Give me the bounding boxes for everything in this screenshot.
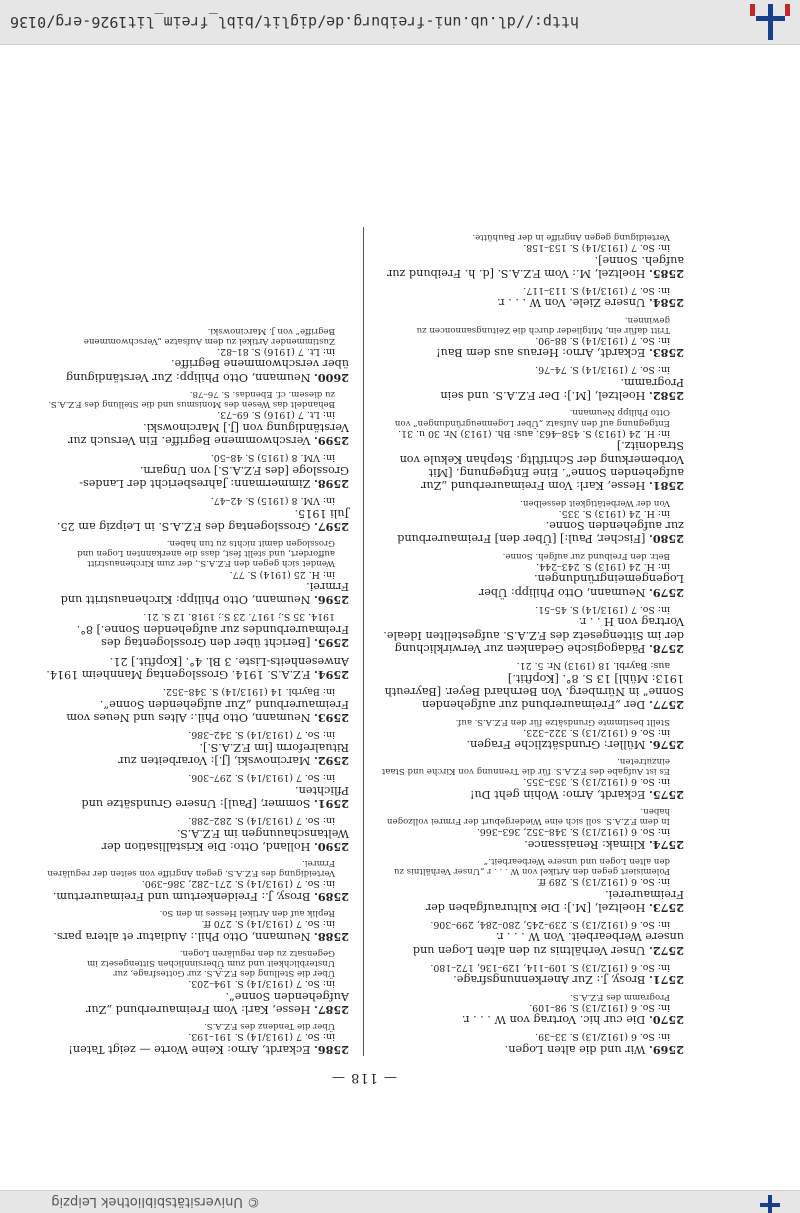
entry-title: [Fischer, Paul:] [Über den] Freimaurerbund zur aufgehenden Sonne. [397, 519, 684, 546]
entry-note: Wendet sich gegen den F.Z.A.S., der zum Kirchenaustritt auffordert, und stellt fest, dass die anerkannten Logen und Grosslogen damit nichts zu tun haben. [77, 538, 335, 569]
entry-number: 2573. [648, 900, 684, 915]
entry-title: Der „Freimaurerbund zur aufgehenden Sonne“ in Nürnberg. Von Bernhard Beyer. [Bayreuth 1913: Mühl] 13 S. 8°. [Kopftit.] [384, 671, 684, 712]
entry-source: in: So. 6 (1912/13) S. 289 ff. [536, 876, 670, 888]
bibliography-entry [44, 326, 349, 384]
library-logo-icon [748, 2, 792, 42]
entry-title: [Bericht über den Grosslogentag des Freimaurerbundes zur aufgehenden Sonne.] 8°. [76, 622, 349, 650]
bibliography-entry [44, 858, 349, 903]
left-column [379, 227, 684, 1056]
library-banner-bottom [0, 1190, 800, 1213]
entry-note: Von der Werbetätigkeit desselben. [520, 497, 670, 508]
entry-number: 2571. [648, 973, 684, 988]
entry-note: Entgegnung auf den Aufsatz „Über Logenneugründungen“ von Otto Philipp Neumann. [394, 407, 670, 428]
entry-number: 2577. [648, 698, 684, 713]
entry-title: Marcinowski, [J.]: Vorarbeiten zur Ritualreform [im F.Z.A.S.]. [118, 740, 349, 768]
entry-heading [379, 671, 684, 711]
entry-note: Polemisiert gegen den Artikel von W . . . r „Unser Verhältnis zu den alten Logen und unsere Werbearbeit.“ [393, 855, 670, 876]
entry-source: in: Bayrbl. 14 (1913/14) S. 348–352. [162, 686, 335, 698]
entry-note: Behandelt das Wesen des Monismus und die Stellung des F.Z.A.S. zu diesem. cf. Ebendas. S. 76–78. [48, 388, 335, 410]
entry-title: Unser Verhältnis zu den alten Logen und unsere Werbearbeit. Von W . . . r. [412, 930, 684, 957]
bibliography-entry [379, 551, 684, 599]
entry-title: Hoeltzel, M.: Vom F.Z.A.S. [d. h. Freibund zur aufgeh. Sonne]. [386, 253, 684, 280]
entry-heading [379, 973, 684, 986]
entry-heading [44, 783, 349, 810]
entry-number: 2579. [648, 585, 684, 600]
entry-note: Zustimmender Artikel zu dem Aufsatze „Verschwommene Begriffe“ von J. Marcinowski. [83, 325, 335, 346]
entry-number: 2592. [313, 754, 349, 769]
bibliography-entry [379, 497, 684, 545]
bibliography-entry [44, 495, 349, 533]
library-banner-top [0, 0, 800, 45]
bibliography-entry [379, 919, 684, 957]
entry-heading [379, 375, 684, 402]
bibliography-entry [379, 991, 684, 1026]
entry-note: In dem F.Z.A.S. soll sich eine Wiedergeburt der Frmrei vollzogen haben. [386, 806, 670, 827]
entry-source: in: So. 6 (1912/13) S. 33–39. [535, 1031, 670, 1043]
bibliography-entry [44, 389, 349, 447]
entry-number: 2585. [648, 266, 684, 281]
entry-note: Verteidigung gegen Angriffe in der Bauhütte. [472, 231, 670, 242]
entry-number: 2574. [648, 837, 684, 852]
entry-note: Tritt dafür ein, Mitglieder durch die Zeitungsannoncen zu gewinnen. [416, 314, 670, 335]
entry-title: Hesse, Karl: Vom Freimaurerbund „Zur aufgehenden Sonne“. Eine Entgegnung. [Mit Vorbemerkung der Schriftltg. Stephan Kekule von Stradonitz.] [399, 439, 684, 493]
entry-source: in: Lt. 7 (1916) S. 81–82. [217, 345, 335, 357]
entry-source: in: H. 24 (1913) S. 458–463. aus: Bh. (1913) Nr. 30 u. 31. [398, 427, 670, 439]
entry-source: in: VM. 8 (1915) S. 48–50. [210, 452, 335, 464]
bibliography-entry [379, 660, 684, 711]
entry-source: in: H. 24 (1913) S. 243–244. [536, 560, 670, 572]
entry-number: 2575. [648, 787, 684, 802]
entry-source: in: So. 7 (1913/14) S. 270 ff. [201, 918, 335, 930]
entry-heading [44, 357, 349, 384]
entry-heading [379, 930, 684, 957]
entry-title: Brosy, J.: Zur Anerkennungsfrage. [453, 973, 646, 987]
entry-source: in: So. 7 (1913/14) S. 271–282, 386–390. [141, 878, 335, 890]
entry-number: 2578. [648, 642, 684, 657]
bibliography-columns [44, 227, 684, 1056]
entry-heading [379, 346, 684, 359]
entry-number: 2597. [313, 520, 349, 535]
entry-number: 2582. [648, 389, 684, 404]
bibliography-entry [44, 452, 349, 490]
entry-source: 1914. 35 S.; 1917. 23 S.; 1918. 12 S. 21. [143, 611, 335, 623]
entry-source: in: So. 7 (1913/14) S. 45–51. [535, 603, 670, 615]
entry-heading [44, 623, 349, 650]
credit-bottom: © Universitätsbibliothek Leipzig [51, 1194, 260, 1210]
entry-number: 2590. [313, 840, 349, 855]
bibliography-entry [379, 756, 684, 801]
entry-note: Replik auf den Artikel Hesses in den So. [159, 908, 335, 919]
bibliography-entry [379, 364, 684, 402]
entry-number: 2584. [648, 296, 684, 311]
entry-number: 2591. [313, 797, 349, 812]
entry-number: 2588. [313, 929, 349, 944]
entry-number: 2581. [648, 479, 684, 494]
entry-title: Grosslogentag des F.Z.A.S. in Leipzig am 25. Juli 1915. [56, 506, 349, 534]
entry-title: Hoeltzel, [M.]: Der F.Z.A.S. und sein Programm. [440, 375, 684, 403]
entry-source: in: So. 6 (1912/13) S. 98–109. [529, 1001, 670, 1013]
entry-number: 2596. [313, 593, 349, 608]
entry-number: 2587. [313, 1003, 349, 1017]
entry-number: 2570. [648, 1013, 684, 1028]
entry-heading [379, 296, 684, 309]
entry-source: in: VM. 8 (1915) S. 42–47. [210, 495, 335, 507]
entry-note: Programm des F.Z.A.S. [570, 991, 670, 1002]
library-logo-small-icon [756, 1195, 784, 1213]
entry-title: Eckardt, Arno: Wohin geht Du! [469, 787, 646, 801]
bibliography-entry [379, 314, 684, 359]
bibliography-entry [379, 856, 684, 914]
bibliography-entry [44, 948, 349, 1016]
entry-title: Klimak: Renaissance. [524, 837, 646, 851]
entry-heading [379, 887, 684, 914]
entry-note: Stellt bestimmte Grundsätze für den F.Z.A.S. auf. [455, 716, 670, 727]
entry-heading [44, 1042, 349, 1055]
entry-heading [379, 615, 684, 655]
entry-number: 2580. [648, 532, 684, 547]
entry-heading [379, 738, 684, 751]
entry-heading [379, 253, 684, 280]
bibliography-entry [379, 806, 684, 851]
entry-source: aus: Bayrbl. 18 (1913) Nr. 5. 21. [516, 660, 670, 672]
entry-source: in: So. 6 (1912/13) S. 109–114, 129–136, 172–180. [430, 962, 670, 974]
entry-note: Betr. den Freibund zur aufgeh. Sonne. [502, 550, 670, 561]
entry-title: Holland, Otto: Die Kristallisation der Weltanschauungen im F.Z.A.S. [101, 826, 349, 854]
entry-number: 2598. [313, 477, 349, 492]
bibliography-entry [44, 815, 349, 853]
entry-note: Über die Tendenz des F.Z.A.S. [204, 1021, 335, 1032]
entry-heading [44, 740, 349, 767]
entry-heading [44, 580, 349, 607]
entry-number: 2600. [313, 370, 349, 385]
entry-source: in: So. 7 (1913/14) S. 74–76. [535, 364, 670, 376]
entry-heading [44, 890, 349, 903]
entry-note: Es ist Aufgabe des F.Z.A.S. für die Trennung von Kirche und Staat einzutreten. [381, 756, 670, 777]
entry-title: F.Z.A.S. 1914. Grosslogentag Mannheim 1914. Anwesenheits-Liste. 3 Bl. 4°. [Kopftit.] 21. [46, 654, 349, 682]
scanned-page [44, 70, 684, 1085]
entry-title: Neumann, Otto Philipp: Zur Verständigung über verschwommene Begriffe. [65, 357, 349, 384]
entry-source: in: H. 25 (1914) S. 77. [229, 568, 335, 580]
entry-source: in: So. 6 (1912/13) S. 353–355. [523, 776, 670, 788]
entry-number: 2569. [648, 1042, 684, 1057]
entry-title: Neumann, Otto Phil.: Altes und Neues vom Freimaurerbund „Zur aufgehenden Sonne“. [66, 697, 349, 725]
column-divider [364, 227, 365, 1056]
entry-heading [44, 463, 349, 490]
bibliography-entry [379, 716, 684, 751]
bibliography-entry [379, 232, 684, 280]
entry-source: in: So. 6 (1912/13) S. 348–352, 363–366. [476, 826, 670, 838]
entry-source: in: So. 7 (1913/14) S. 194–203. [188, 978, 335, 990]
bibliography-entry [379, 285, 684, 310]
entry-heading [379, 787, 684, 800]
entry-title: Hoeltzel, [M.]: Die Kulturaufgaben der Freimaurerei. [425, 887, 684, 914]
entry-source: in: So. 6 (1912/13) S. 239–245, 280–284, 299–306. [430, 919, 670, 931]
entry-heading [44, 654, 349, 681]
entry-title: Wir und die alten Logen. [504, 1042, 646, 1056]
entry-title: Müller: Grundsätzliche Fragen. [466, 738, 646, 752]
bibliography-entry [379, 1031, 684, 1056]
entry-number: 2586. [313, 1042, 349, 1057]
entry-source: in: So. 7 (1913/14) S. 191–193. [188, 1031, 335, 1043]
entry-source: in: H. 24 (1913) S. 335. [558, 507, 670, 519]
page-number: — 118 — [330, 1070, 398, 1085]
entry-source: in: So. 7 (1913/14) S. 88–90. [535, 334, 670, 346]
entry-title: Brosy, J.: Freidenkertum und Freimaurertum. [52, 889, 311, 903]
entry-title: Hesse, Karl: Vom Freimaurerbund „Zur Aufgehenden Sonne“. [86, 989, 349, 1016]
entry-title: Neumann, Otto Phil.: Audiatur et altera pars. [53, 929, 311, 943]
entry-heading [44, 929, 349, 942]
entry-heading [44, 697, 349, 724]
entry-heading [379, 837, 684, 850]
entry-source: in: Lt. 7 (1916) S. 69–73. [217, 409, 335, 421]
entry-note: Verteidigung des F.Z.A.S. gegen Angriffe von seiten der regulären Frmrei. [47, 858, 335, 879]
entry-title: Zimmermann: Jahresbericht der Landes-Grosslogе [des F.Z.A.S.] von Ungarn. [79, 463, 349, 491]
entry-title: Eckardt, Arno: Keine Worte — zeigt Taten! [68, 1042, 311, 1056]
bibliography-entry [44, 654, 349, 681]
entry-heading [44, 506, 349, 533]
entry-number: 2594. [313, 668, 349, 683]
bibliography-entry [44, 772, 349, 810]
entry-source: in: So. 7 (1913/14) S. 153–158. [523, 242, 670, 254]
entry-title: Pädagogische Gedanken zur Verwirklichung der im Sittengesetz des F.Z.A.S. aufgestellten Ideale. Vortrag von H . . r. [383, 615, 684, 656]
bibliography-entry [44, 908, 349, 943]
entry-title: Neumann, Otto Philipp: Kirchenaustritt und Frmrei. [60, 579, 349, 607]
entry-source: in: So. 6 (1912/13) S. 322–323. [523, 726, 670, 738]
entry-number: 2572. [648, 943, 684, 958]
entry-heading [379, 572, 684, 599]
entry-source: in: So. 7 (1913/14) S. 282–288. [188, 815, 335, 827]
entry-heading [44, 420, 349, 447]
bibliography-entry [44, 686, 349, 724]
entry-heading [379, 439, 684, 493]
bibliography-entry [379, 407, 684, 492]
page-url[interactable]: http://dl.ub.uni-freiburg.de/diglit/bibl_freim_lit1926-erg/0136 [10, 13, 579, 31]
entry-title: Verschwommene Begriffe. Ein Versuch zur Verständigung von [J.] Marcinowski. [68, 420, 349, 448]
right-column [44, 227, 349, 1056]
bibliography-entry [44, 538, 349, 606]
entry-heading [379, 1013, 684, 1026]
entry-number: 2599. [313, 434, 349, 449]
entry-source: in: So. 7 (1913/14) S. 113–117. [523, 285, 670, 297]
entry-title: Die cur hic. Vortrag von W . . . r. [461, 1013, 646, 1027]
entry-title: Unsere Ziele. Von W . . . r. [496, 296, 646, 310]
entry-source: in: So. 7 (1913/14) S. 342–386. [188, 729, 335, 741]
entry-source: in: So. 7 (1913/14) S. 297–306. [188, 772, 335, 784]
entry-title: Sommer, [Paul]: Unsere Grundsätze und Pflichten. [81, 783, 349, 811]
entry-title: Neumann, Otto Philipp: Über Logengemeingründungen. [478, 572, 684, 599]
entry-note: Über die Stellung des F.Z.A.S. zur Gottesfrage, zur Unsterblichkeit und zum Übersinnlichen Sittengesetz im Gegensatz zu den regulären Logen. [87, 947, 335, 979]
entry-number: 2576. [648, 738, 684, 753]
entry-heading [44, 989, 349, 1016]
bibliography-entry [379, 604, 684, 655]
entry-heading [379, 519, 684, 546]
entry-number: 2589. [313, 889, 349, 904]
bibliography-entry [44, 729, 349, 767]
bibliography-entry [44, 611, 349, 649]
entry-number: 2595. [313, 636, 349, 651]
bibliography-entry [44, 1021, 349, 1056]
entry-title: Eckardt, Arno: Heraus aus dem Bau! [436, 346, 646, 360]
entry-heading [379, 1042, 684, 1055]
entry-number: 2593. [313, 711, 349, 726]
bibliography-entry [379, 962, 684, 987]
entry-heading [44, 826, 349, 853]
entry-number: 2583. [648, 346, 684, 361]
